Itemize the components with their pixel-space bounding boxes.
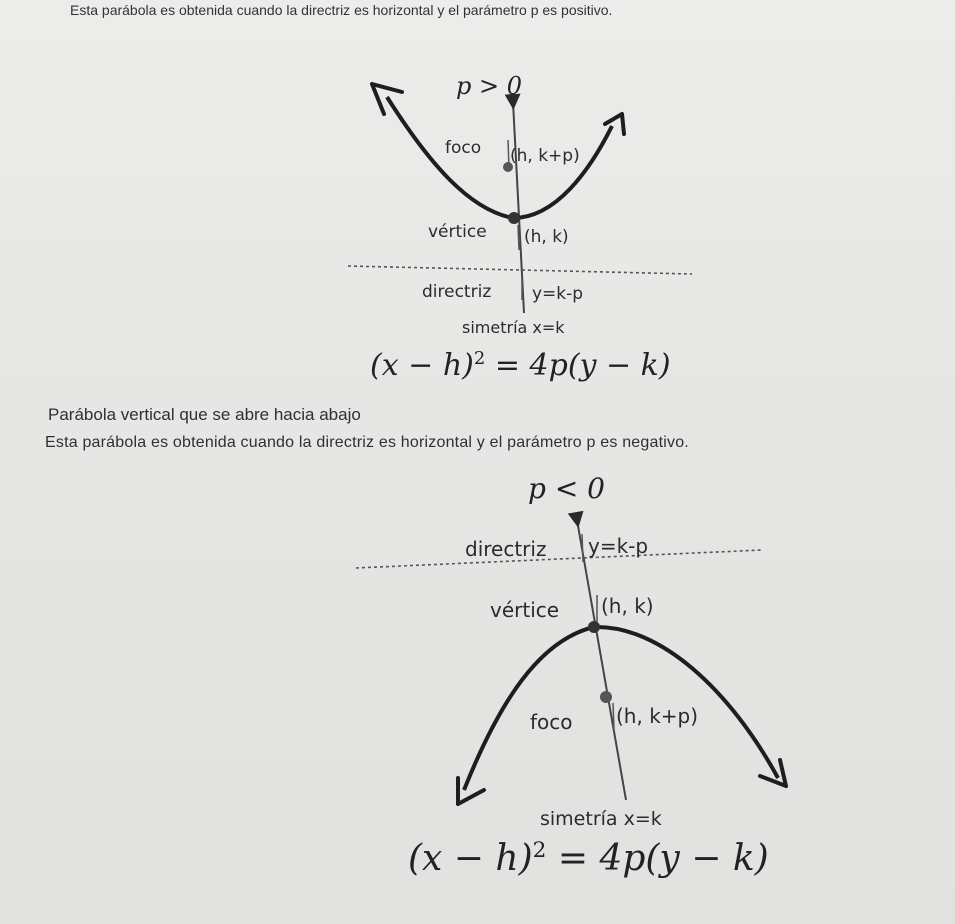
symmetry-label-bottom: simetría x=k — [540, 808, 662, 830]
vertex-coord-top: (h, k) — [524, 227, 569, 247]
vertex-label-top: vértice — [428, 222, 487, 242]
intro-downward: Esta parábola es obtenida cuando la directriz es horizontal y el parámetro p es negativo. — [45, 434, 689, 451]
equation-bottom-base: (x − h) — [408, 838, 533, 879]
equation-top — [370, 348, 671, 383]
label-tick-focus-bottom — [613, 703, 614, 730]
condition-negative: p < 0 — [528, 472, 605, 505]
focus-label-bottom: foco — [530, 710, 573, 734]
downward-parabola-diagram — [356, 520, 786, 804]
equation-bottom — [408, 838, 769, 879]
vertex-point-top — [508, 212, 520, 224]
condition-positive: p > 0 — [456, 72, 522, 100]
focus-point-bottom — [600, 691, 612, 703]
label-tick-vertex-top — [518, 225, 519, 250]
equation-bottom-rest: = 4p(y − k) — [546, 838, 769, 879]
vertex-point-bottom — [588, 621, 600, 633]
label-tick-directrix-bottom — [582, 534, 583, 562]
directrix-label-bottom: directriz — [465, 537, 547, 561]
directrix-line-top — [348, 266, 692, 274]
vertex-label-bottom: vértice — [490, 598, 560, 622]
focus-label-top: foco — [445, 138, 482, 158]
intro-upward: Esta parábola es obtenida cuando la directriz es horizontal y el parámetro p es positivo. — [70, 2, 613, 18]
symmetry-label-top: simetría x=k — [462, 318, 565, 337]
equation-top-rest: = 4p(y − k) — [485, 348, 671, 383]
arrow-left-bottom — [458, 778, 484, 804]
vertex-coord-bottom: (h, k) — [601, 594, 654, 618]
equation-top-base: (x − h) — [370, 348, 474, 383]
directrix-eq-bottom: y=k-p — [588, 534, 649, 558]
equation-bottom-exponent: 2 — [532, 838, 547, 863]
upward-parabola-diagram — [348, 84, 692, 313]
symmetry-axis-bottom — [577, 520, 626, 800]
section-heading-downward: Parábola vertical que se abre hacia abajo — [48, 405, 361, 424]
focus-coord-bottom: (h, k+p) — [616, 704, 699, 728]
focus-coord-top: (h, k+p) — [510, 146, 580, 166]
directrix-eq-top: y=k-p — [532, 284, 584, 304]
directrix-label-top: directriz — [422, 282, 492, 302]
directrix-line-bottom — [356, 550, 762, 568]
equation-top-exponent: 2 — [473, 348, 486, 369]
